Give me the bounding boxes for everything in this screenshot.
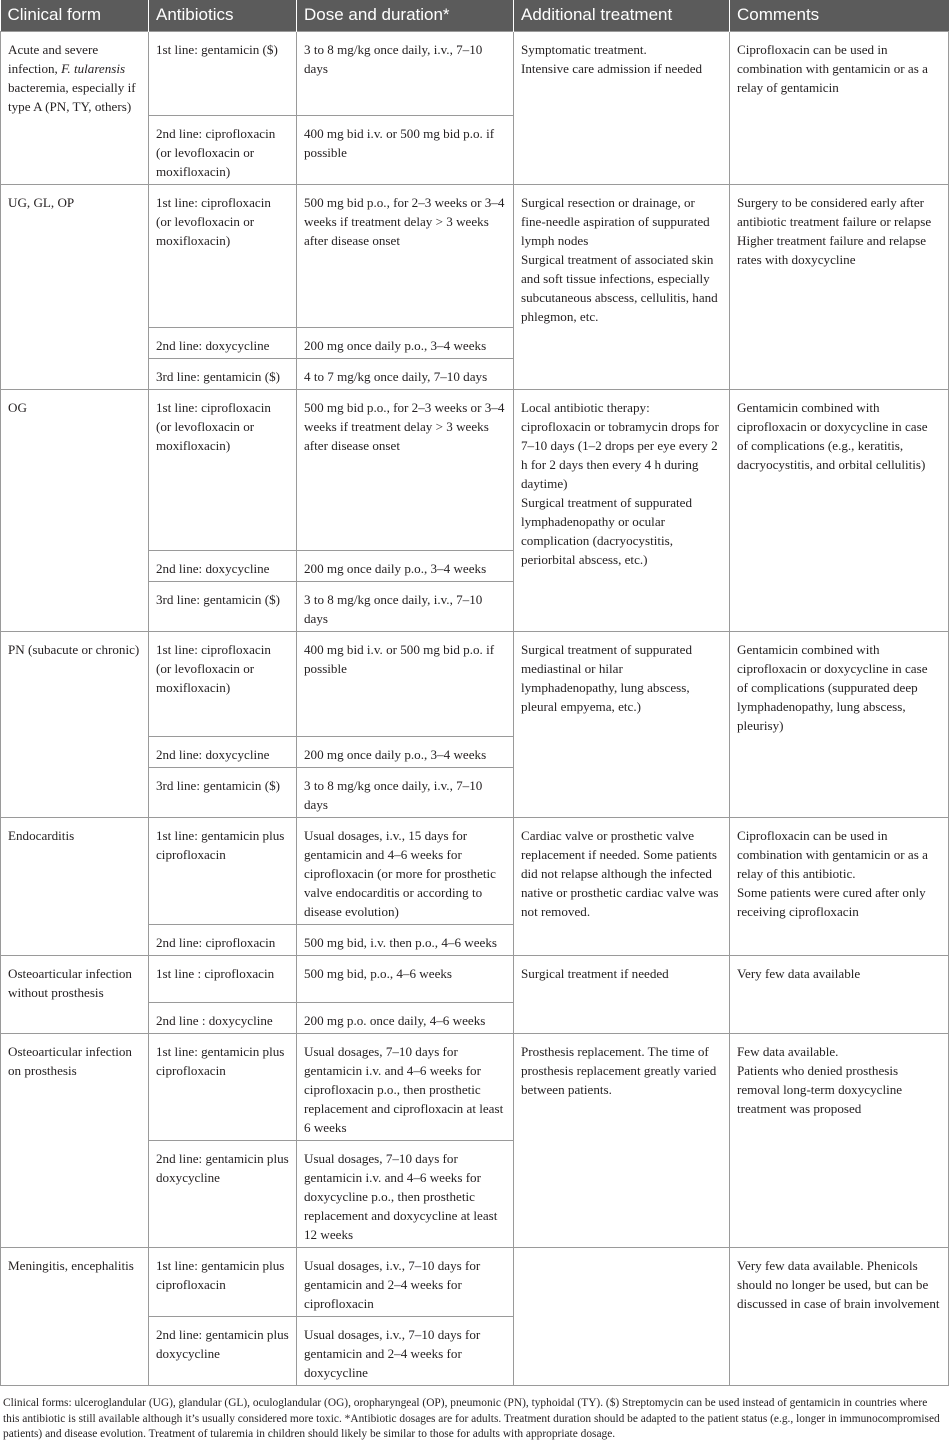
dose-cell: 200 mg once daily p.o., 3–4 weeks: [297, 328, 514, 359]
comments-cell: Very few data available: [730, 956, 949, 1034]
header-antibiotics: Antibiotics: [149, 0, 297, 32]
additional-treatment-cell: Prosthesis replacement. The time of prosthesis replacement greatly varied between patients.: [514, 1034, 730, 1248]
antibiotic-cell: 2nd line: gentamicin plus doxycycline: [149, 1317, 297, 1386]
header-clinical-form: Clinical form: [1, 0, 149, 32]
comments-cell: Ciprofloxacin can be used in combination with gentamicin or as a relay of gentamicin: [730, 32, 949, 185]
additional-treatment-cell: [514, 1248, 730, 1386]
antibiotic-cell: 2nd line: gentamicin plus doxycycline: [149, 1141, 297, 1248]
header-dose-duration: Dose and duration*: [297, 0, 514, 32]
antibiotic-cell: 2nd line: doxycycline: [149, 737, 297, 768]
header-comments: Comments: [730, 0, 949, 32]
dose-cell: 200 mg once daily p.o., 3–4 weeks: [297, 737, 514, 768]
table-row: [1, 1034, 949, 1141]
comments-cell: Surgery to be considered early after antibiotic treatment failure or relapse Higher treatment failure and relapse rates with doxycycline: [730, 185, 949, 390]
dose-cell: 3 to 8 mg/kg once daily, i.v., 7–10 days: [297, 768, 514, 818]
table-header-row: [1, 0, 949, 32]
dose-cell: 500 mg bid, p.o., 4–6 weeks: [297, 956, 514, 1003]
antibiotic-cell: 1st line: ciprofloxacin (or levofloxacin or moxifloxacin): [149, 632, 297, 737]
antibiotic-cell: 1st line: gentamicin plus ciprofloxacin: [149, 1034, 297, 1141]
clinical-form-cell: Osteoarticular infection on prosthesis: [1, 1034, 149, 1248]
antibiotic-cell: 1st line: ciprofloxacin (or levofloxacin or moxifloxacin): [149, 390, 297, 551]
additional-treatment-cell: Surgical treatment if needed: [514, 956, 730, 1034]
antibiotic-cell: 3rd line: gentamicin ($): [149, 768, 297, 818]
clinical-form-cell: Meningitis, encephalitis: [1, 1248, 149, 1386]
antibiotic-cell: 1st line: gentamicin ($): [149, 32, 297, 116]
additional-treatment-cell: Symptomatic treatment. Intensive care admission if needed: [514, 32, 730, 185]
additional-treatment-cell: Surgical treatment of suppurated mediastinal or hilar lymphadenopathy, lung abscess, pleural empyema, etc.): [514, 632, 730, 818]
table-row: [1, 632, 949, 737]
dose-cell: 200 mg once daily p.o., 3–4 weeks: [297, 551, 514, 582]
clinical-form-cell: Osteoarticular infection without prosthesis: [1, 956, 149, 1034]
antibiotic-cell: 1st line: ciprofloxacin (or levofloxacin or moxifloxacin): [149, 185, 297, 328]
additional-treatment-cell: Local antibiotic therapy: ciprofloxacin or tobramycin drops for 7–10 days (1–2 drops per eye every 2 h for 2 days then every 4 h during daytime) Surgical treatment of suppurated lymphadenopathy or ocular complication (dacryocystitis, periorbital abscess, etc.): [514, 390, 730, 632]
clinical-form-cell: UG, GL, OP: [1, 185, 149, 390]
dose-cell: 500 mg bid, i.v. then p.o., 4–6 weeks: [297, 925, 514, 956]
dose-cell: 400 mg bid i.v. or 500 mg bid p.o. if possible: [297, 116, 514, 185]
antibiotic-cell: 3rd line: gentamicin ($): [149, 582, 297, 632]
comments-cell: Ciprofloxacin can be used in combination with gentamicin or as a relay of this antibiotic. Some patients were cured after only receiving ciprofloxacin: [730, 818, 949, 956]
dose-cell: 3 to 8 mg/kg once daily, i.v., 7–10 days: [297, 32, 514, 116]
comments-cell: Gentamicin combined with ciprofloxacin or doxycycline in case of complications (e.g., keratitis, dacryocystitis, and orbital cellulitis): [730, 390, 949, 632]
dose-cell: Usual dosages, 7–10 days for gentamicin i.v. and 4–6 weeks for ciprofloxacin p.o., then prosthetic replacement and ciprofloxacin at least 6 weeks: [297, 1034, 514, 1141]
dose-cell: 3 to 8 mg/kg once daily, i.v., 7–10 days: [297, 582, 514, 632]
dose-cell: Usual dosages, i.v., 7–10 days for gentamicin and 2–4 weeks for doxycycline: [297, 1317, 514, 1386]
antibiotic-cell: 1st line: gentamicin plus ciprofloxacin: [149, 1248, 297, 1317]
table-row: [1, 185, 949, 328]
dose-cell: Usual dosages, i.v., 7–10 days for gentamicin and 2–4 weeks for ciprofloxacin: [297, 1248, 514, 1317]
antibiotic-cell: 2nd line: ciprofloxacin (or levofloxacin or moxifloxacin): [149, 116, 297, 185]
table-row: [1, 818, 949, 925]
antibiotic-cell: 2nd line: doxycycline: [149, 551, 297, 582]
antibiotic-cell: 1st line : ciprofloxacin: [149, 956, 297, 1003]
table-footnote: Clinical forms: ulceroglandular (UG), glandular (GL), oculoglandular (OG), oropharyngeal (OP), pneumonic (PN), typhoidal (TY). ($) Streptomycin can be used instead of gentamicin in countries where this antibiotic is still available although it’s usually considered more toxic. *Antibiotic dosages are for adults. Treatment duration should be adapted to the patient status (e.g., longer in immunocompromised patients) and disease evolution. Treatment of tularemia in children should likely be similar to those for adults with appropriate dosage.: [3, 1397, 940, 1441]
clinical-form-cell: Acute and severe infection, F. tularensis bacteremia, especially if type A (PN, TY, others): [1, 32, 149, 185]
dose-cell: 500 mg bid p.o., for 2–3 weeks or 3–4 weeks if treatment delay > 3 weeks after disease onset: [297, 390, 514, 551]
table-row: [1, 1248, 949, 1317]
table-row: [1, 390, 949, 551]
dose-cell: 200 mg p.o. once daily, 4–6 weeks: [297, 1003, 514, 1034]
antibiotic-cell: 3rd line: gentamicin ($): [149, 359, 297, 390]
dose-cell: Usual dosages, i.v., 15 days for gentamicin and 4–6 weeks for ciprofloxacin (or more for prosthetic valve endocarditis or according to disease evolution): [297, 818, 514, 925]
table-row: [1, 956, 949, 1003]
dose-cell: 4 to 7 mg/kg once daily, 7–10 days: [297, 359, 514, 390]
comments-cell: Gentamicin combined with ciprofloxacin or doxycycline in case of complications (suppurated deep lymphadenopathy, lung abscess, pleurisy): [730, 632, 949, 818]
additional-treatment-cell: Cardiac valve or prosthetic valve replacement if needed. Some patients did not relapse although the infected native or prosthetic cardiac valve was not removed.: [514, 818, 730, 956]
antibiotic-cell: 2nd line : doxycycline: [149, 1003, 297, 1034]
clinical-form-cell: PN (subacute or chronic): [1, 632, 149, 818]
comments-cell: Few data available. Patients who denied prosthesis removal long-term doxycycline treatment was proposed: [730, 1034, 949, 1248]
comments-cell: Very few data available. Phenicols should no longer be used, but can be discussed in case of brain involvement: [730, 1248, 949, 1386]
additional-treatment-cell: Surgical resection or drainage, or fine-needle aspiration of suppurated lymph nodes Surgical treatment of associated skin and soft tissue infections, especially subcutaneous abscess, cellulitis, hand phlegmon, etc.: [514, 185, 730, 390]
antibiotic-cell: 1st line: gentamicin plus ciprofloxacin: [149, 818, 297, 925]
table-row: [1, 32, 949, 116]
dose-cell: Usual dosages, 7–10 days for gentamicin i.v. and 4–6 weeks for doxycycline p.o., then prosthetic replacement and doxycycline at least 12 weeks: [297, 1141, 514, 1248]
header-additional-treatment: Additional treatment: [514, 0, 730, 32]
clinical-form-cell: Endocarditis: [1, 818, 149, 956]
antibiotic-cell: 2nd line: ciprofloxacin: [149, 925, 297, 956]
antibiotic-cell: 2nd line: doxycycline: [149, 328, 297, 359]
dose-cell: 500 mg bid p.o., for 2–3 weeks or 3–4 weeks if treatment delay > 3 weeks after disease onset: [297, 185, 514, 328]
clinical-form-cell: OG: [1, 390, 149, 632]
dose-cell: 400 mg bid i.v. or 500 mg bid p.o. if possible: [297, 632, 514, 737]
